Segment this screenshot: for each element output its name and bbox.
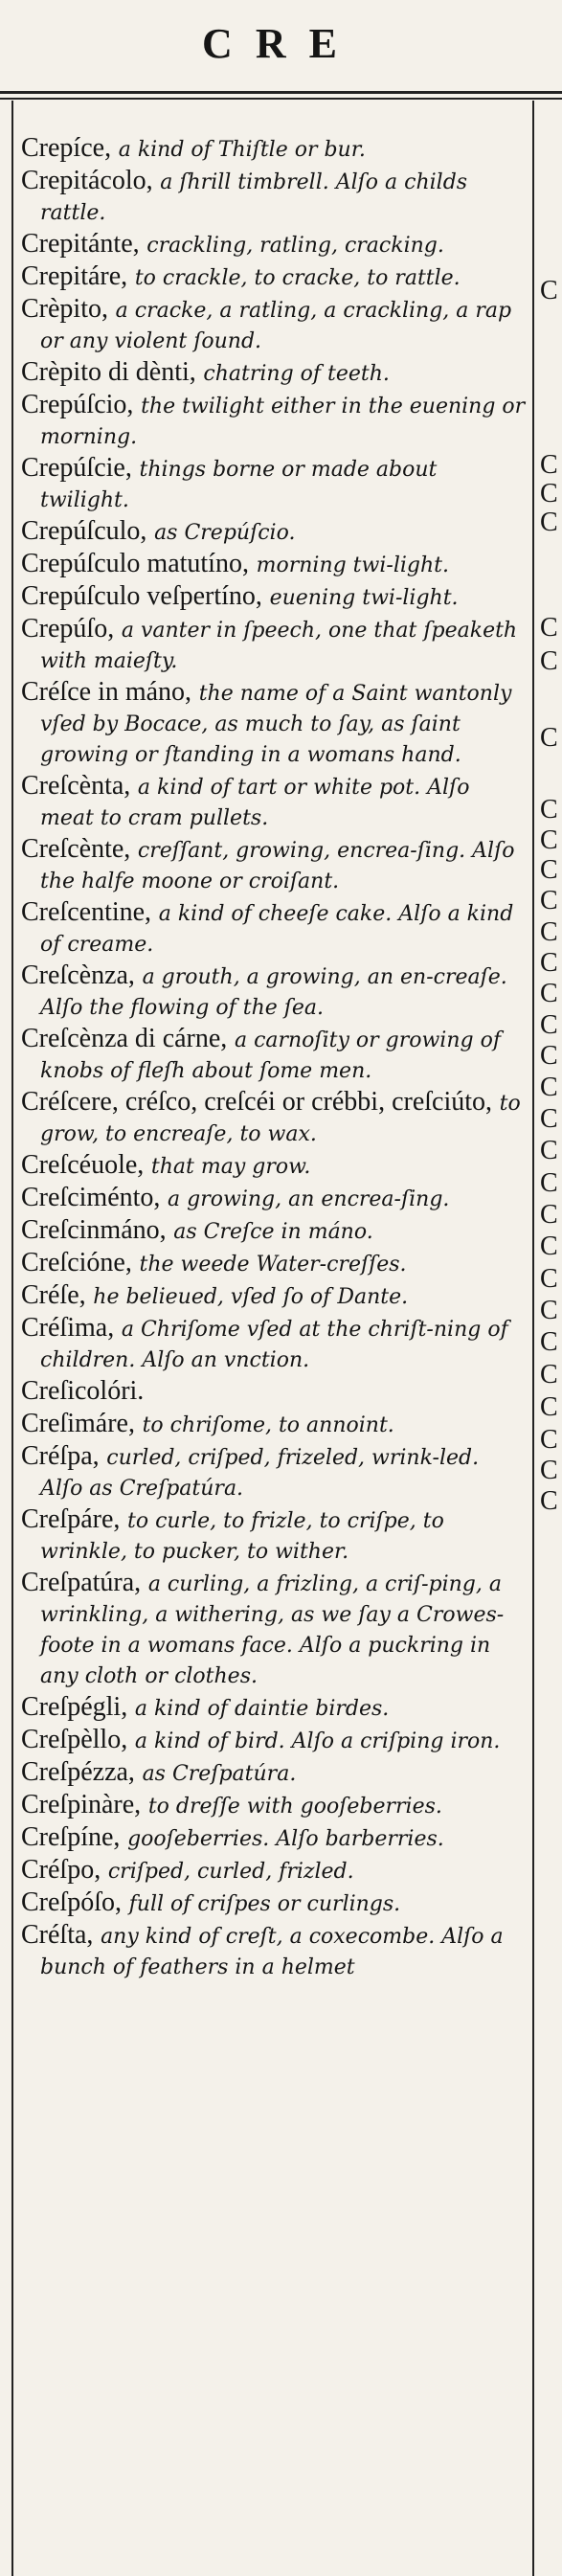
definition: he belieued, vſed ſo of Dante. bbox=[93, 1285, 409, 1309]
definition: as Creſce in máno. bbox=[173, 1220, 373, 1244]
headword: Creſcènza di cárne, bbox=[21, 1024, 228, 1053]
headword: Créſe, bbox=[21, 1280, 86, 1310]
definition: a ſhrill timbrell. Alſo a childs rattle. bbox=[40, 170, 468, 225]
dictionary-entry bbox=[21, 1249, 527, 1279]
adjacent-letter: C bbox=[540, 948, 558, 978]
dictionary-entry bbox=[21, 772, 527, 833]
dictionary-entry bbox=[21, 678, 527, 770]
dictionary-entry bbox=[21, 1151, 527, 1182]
headword: Crepitánte, bbox=[21, 229, 140, 259]
header-rule bbox=[0, 91, 562, 94]
adjacent-letter: C bbox=[540, 1073, 558, 1102]
dictionary-entry bbox=[21, 1088, 527, 1149]
dictionary-entry bbox=[21, 1281, 527, 1312]
headword: Créſpo, bbox=[21, 1855, 101, 1885]
adjacent-letter: C bbox=[540, 1010, 558, 1040]
definition: euening twi-light. bbox=[269, 586, 459, 610]
dictionary-entry bbox=[21, 898, 527, 960]
adjacent-letter: C bbox=[540, 723, 558, 753]
headword: Créſpa, bbox=[21, 1441, 100, 1471]
dictionary-entry bbox=[21, 835, 527, 896]
headword: Crepitácolo, bbox=[21, 166, 153, 195]
dictionary-entry bbox=[21, 1184, 527, 1214]
definition: curled, criſped, frizeled, wrink-led. Alſo as Creſpatúra. bbox=[40, 1446, 480, 1501]
adjacent-letter: C bbox=[540, 1264, 558, 1294]
entry-list bbox=[21, 134, 527, 1984]
definition: the name of a Saint wantonly vſed by Bocace, as much to ſay, as ſaint growing or ſtanding in a womans hand. bbox=[40, 682, 512, 767]
dictionary-entry bbox=[21, 1726, 527, 1756]
definition: a kind of daintie birdes. bbox=[134, 1697, 390, 1721]
adjacent-letter: C bbox=[540, 979, 558, 1008]
adjacent-letter: C bbox=[540, 1104, 558, 1134]
dictionary-entry bbox=[21, 1216, 527, 1247]
adjacent-letter: C bbox=[540, 1486, 558, 1516]
definition: the weede Water-creſſes. bbox=[139, 1253, 407, 1277]
headword: Creſpíne, bbox=[21, 1822, 121, 1852]
definition: things borne or made about twilight. bbox=[40, 458, 438, 512]
definition: the twilight either in the euening or morning. bbox=[40, 395, 526, 449]
dictionary-entry bbox=[21, 517, 527, 548]
adjacent-letter: C bbox=[540, 917, 558, 947]
definition: to grow, to encreaſe, to wax. bbox=[40, 1092, 521, 1146]
adjacent-letter: C bbox=[540, 886, 558, 915]
headword: Crepíce, bbox=[21, 133, 112, 163]
headword: Crepúſcio, bbox=[21, 390, 134, 419]
definition: a Chriſome vſed at the chriſt-ning of children. Alſo an vnction. bbox=[40, 1318, 508, 1372]
adjacent-letter: C bbox=[540, 613, 558, 643]
dictionary-entry bbox=[21, 1410, 527, 1440]
headword: Creſimáre, bbox=[21, 1409, 135, 1438]
dictionary-entry bbox=[21, 1856, 527, 1887]
headword: Creſpóſo, bbox=[21, 1887, 122, 1917]
definition: crackling, ratling, cracking. bbox=[146, 234, 444, 258]
dictionary-entry bbox=[21, 230, 527, 260]
dictionary-entry bbox=[21, 550, 527, 580]
dictionary-entry bbox=[21, 391, 527, 452]
adjacent-letter: C bbox=[540, 1392, 558, 1422]
definition: a kind of tart or white pot. Alſo meat to cram pullets. bbox=[40, 776, 470, 830]
definition: to chriſome, to annoint. bbox=[142, 1413, 394, 1437]
dictionary-entry bbox=[21, 1569, 527, 1691]
adjacent-letter: C bbox=[540, 479, 558, 508]
definition: creſſant, growing, encrea-ſing. Alſo the halfe moone or croiſant. bbox=[40, 839, 515, 893]
dictionary-entry bbox=[21, 1758, 527, 1789]
headword: Crèpito di dènti, bbox=[21, 357, 196, 387]
dictionary-entry bbox=[21, 454, 527, 515]
definition: a kind of bird. Alſo a criſping iron. bbox=[134, 1729, 501, 1753]
adjacent-letter: C bbox=[540, 646, 558, 676]
adjacent-letter: C bbox=[540, 825, 558, 855]
definition: a grouth, a growing, an en-creaſe. Alſo the flowing of the ſea. bbox=[40, 965, 507, 1020]
adjacent-letter: C bbox=[540, 1168, 558, 1198]
definition: any kind of creſt, a coxecombe. Alſo a bunch of feathers in a helmet bbox=[40, 1925, 504, 1979]
headword: Creſcéuole, bbox=[21, 1150, 145, 1180]
dictionary-entry bbox=[21, 295, 527, 356]
definition: chatring of teeth. bbox=[203, 362, 390, 386]
headword: Creſicolóri. bbox=[21, 1376, 145, 1406]
adjacent-letter: C bbox=[540, 1327, 558, 1357]
definition: morning twi-light. bbox=[256, 554, 449, 577]
headword: Crèpito, bbox=[21, 294, 108, 324]
headword: Creſpatúra, bbox=[21, 1568, 142, 1597]
definition: a growing, an encrea-ſing. bbox=[168, 1187, 450, 1211]
dictionary-entry bbox=[21, 1377, 527, 1408]
adjacent-letter: C bbox=[540, 276, 558, 305]
definition: to crackle, to cracke, to rattle. bbox=[134, 266, 461, 290]
dictionary-entry bbox=[21, 1505, 527, 1567]
page-header: CRE bbox=[202, 20, 360, 67]
definition: a curling, a frizling, a criſ-ping, a wrinkling, a withering, as we ſay a Crowes-foote in a womans face. Alſo a puckring in any cloth or clothes. bbox=[40, 1572, 505, 1688]
dictionary-entry bbox=[21, 615, 527, 676]
adjacent-letter: C bbox=[540, 855, 558, 885]
headword: Creſcióne, bbox=[21, 1248, 132, 1277]
dictionary-entry bbox=[21, 1442, 527, 1503]
dictionary-entry bbox=[21, 1693, 527, 1724]
adjacent-letter: C bbox=[540, 1296, 558, 1325]
definition: to dreſſe with gooſeberries. bbox=[147, 1795, 442, 1819]
headword: Creſcènte, bbox=[21, 834, 131, 864]
dictionary-entry bbox=[21, 961, 527, 1023]
headword: Crepúſculo matutíno, bbox=[21, 549, 249, 578]
definition: a kind of cheeſe cake. Alſo a kind of creame. bbox=[40, 902, 514, 957]
headword: Creſpáre, bbox=[21, 1504, 121, 1534]
adjacent-letter: C bbox=[540, 1041, 558, 1071]
adjacent-letter: C bbox=[540, 1136, 558, 1165]
headword: Creſciménto, bbox=[21, 1183, 161, 1212]
headword: Crepúſo, bbox=[21, 614, 115, 644]
adjacent-letter: C bbox=[540, 1456, 558, 1485]
definition: full of criſpes or curlings. bbox=[128, 1892, 401, 1916]
right-column-rule bbox=[532, 101, 534, 2576]
definition: gooſeberries. Alſo barberries. bbox=[127, 1827, 444, 1851]
dictionary-entry bbox=[21, 1823, 527, 1854]
dictionary-entry bbox=[21, 1888, 527, 1919]
adjacent-letter: C bbox=[540, 1200, 558, 1230]
headword: Creſcènza, bbox=[21, 960, 135, 990]
adjacent-letter: C bbox=[540, 508, 558, 537]
headword: Crepúſcie, bbox=[21, 453, 132, 483]
headword: Creſpégli, bbox=[21, 1692, 128, 1722]
dictionary-entry bbox=[21, 582, 527, 613]
dictionary-entry bbox=[21, 1314, 527, 1375]
definition: a vanter in ſpeech, one that ſpeaketh with maieſty. bbox=[40, 619, 518, 673]
definition: as Creſpatúra. bbox=[142, 1762, 297, 1786]
definition: criſped, curled, frizled. bbox=[107, 1860, 354, 1884]
adjacent-letter: C bbox=[540, 1360, 558, 1390]
headword: Créſima, bbox=[21, 1313, 115, 1343]
headword: Créſce in máno, bbox=[21, 677, 192, 707]
header-rule-secondary bbox=[0, 98, 562, 100]
adjacent-letter: C bbox=[540, 1425, 558, 1455]
headword: Créſcere, créſco, creſcéi or crébbi, creſciúto, bbox=[21, 1087, 493, 1117]
dictionary-entry bbox=[21, 358, 527, 389]
definition: that may grow. bbox=[150, 1155, 311, 1179]
headword: Creſpézza, bbox=[21, 1757, 135, 1787]
adjacent-letter: C bbox=[540, 1232, 558, 1261]
headword: Créſta, bbox=[21, 1920, 94, 1950]
dictionary-entry bbox=[21, 1025, 527, 1086]
definition: a cracke, a ratling, a crackling, a rap or any violent ſound. bbox=[40, 299, 512, 353]
headword: Crepúſculo, bbox=[21, 516, 147, 546]
adjacent-letter: C bbox=[540, 450, 558, 480]
definition: a kind of Thiſtle or bur. bbox=[118, 138, 366, 162]
definition: as Crepúſcio. bbox=[154, 521, 296, 545]
headword: Creſcentine, bbox=[21, 897, 152, 927]
headword: Creſpèllo, bbox=[21, 1725, 128, 1754]
dictionary-entry bbox=[21, 262, 527, 293]
headword: Creſcènta, bbox=[21, 771, 131, 801]
headword: Crepúſculo veſpertíno, bbox=[21, 581, 262, 611]
dictionary-entry bbox=[21, 134, 527, 165]
headword: Creſpinàre, bbox=[21, 1790, 142, 1819]
left-column-rule bbox=[11, 101, 13, 2576]
adjacent-letter: C bbox=[540, 795, 558, 825]
definition: a carnoſity or growing of knobs of fleſh about ſome men. bbox=[40, 1028, 501, 1083]
definition: to curle, to frizle, to criſpe, to wrinkle, to pucker, to wither. bbox=[40, 1509, 444, 1564]
headword: Crepitáre, bbox=[21, 261, 128, 291]
headword: Creſcinmáno, bbox=[21, 1215, 167, 1245]
dictionary-entry bbox=[21, 1791, 527, 1821]
dictionary-entry bbox=[21, 1921, 527, 1982]
dictionary-entry bbox=[21, 167, 527, 228]
